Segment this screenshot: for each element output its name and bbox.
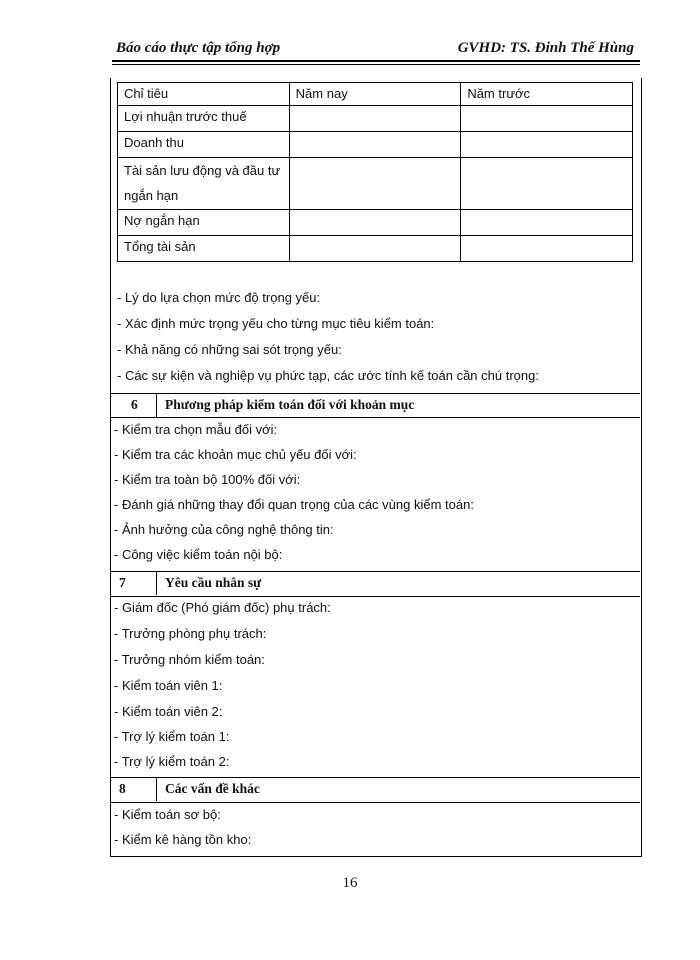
row-label: Tài sản lưu động và đầu tư ngắn hạn	[118, 158, 290, 210]
materiality-item: - Khả năng có những sai sót trọng yếu:	[117, 342, 342, 357]
list-item: - Kiểm tra chọn mẫu đối với:	[114, 422, 278, 437]
section-title: Các vấn đề khác	[165, 781, 260, 796]
last-year-cell	[461, 158, 633, 210]
table-row	[118, 210, 633, 236]
divider	[111, 596, 640, 597]
list-item: - Kiểm toán sơ bộ:	[114, 807, 221, 822]
report-title: Báo cáo thực tập tổng hợp	[116, 40, 281, 56]
divider	[111, 802, 640, 803]
section-7-header	[111, 572, 640, 595]
header-this-year: Năm nay	[289, 83, 461, 106]
table-row	[118, 106, 633, 132]
page-header	[112, 38, 638, 58]
section-6-header	[111, 394, 640, 417]
list-item: - Đánh giá những thay đổi quan trọng của các vùng kiểm toán:	[114, 497, 474, 512]
section-number: 6	[131, 397, 138, 412]
list-item: - Trưởng phòng phụ trách:	[114, 626, 267, 641]
last-year-cell	[461, 132, 633, 158]
this-year-cell	[289, 236, 461, 262]
list-item: - Kiểm tra các khoản mục chủ yếu đối với:	[114, 447, 357, 462]
list-item: - Trưởng nhóm kiểm toán:	[114, 652, 265, 667]
row-label: Lợi nhuận trước thuế	[118, 106, 290, 132]
materiality-item: - Xác định mức trọng yếu cho từng mục tiêu kiểm toán:	[117, 316, 435, 331]
header-last-year: Năm trước	[461, 83, 633, 106]
list-item: - Giám đốc (Phó giám đốc) phụ trách:	[114, 600, 331, 615]
table-row	[118, 158, 633, 210]
row-label: Tổng tài sản	[118, 236, 290, 262]
header-rule-thin	[112, 64, 640, 65]
last-year-cell	[461, 236, 633, 262]
list-item: - Trợ lý kiểm toán 2:	[114, 754, 230, 769]
list-item: - Công việc kiểm toán nội bộ:	[114, 547, 283, 562]
this-year-cell	[289, 210, 461, 236]
section-title: Yêu cầu nhân sự	[165, 575, 262, 590]
section-title: Phương pháp kiểm toán đối với khoản mục	[165, 397, 415, 412]
financial-indicators-table	[117, 82, 633, 262]
this-year-cell	[289, 106, 461, 132]
section-number: 7	[119, 575, 126, 590]
materiality-item: - Các sự kiện và nghiệp vụ phức tạp, các ước tính kế toán cần chú trọng:	[117, 368, 539, 383]
section-8-header	[111, 778, 640, 801]
row-label: Doanh thu	[118, 132, 290, 158]
materiality-item: - Lý do lựa chọn mức độ trọng yếu:	[117, 290, 321, 305]
supervisor-label: GVHD: TS. Đinh Thế Hùng	[457, 40, 634, 56]
column-separator	[156, 394, 157, 417]
this-year-cell	[289, 158, 461, 210]
this-year-cell	[289, 132, 461, 158]
table-row	[118, 236, 633, 262]
section-number: 8	[119, 781, 126, 796]
column-separator	[156, 572, 157, 595]
list-item: - Trợ lý kiểm toán 1:	[114, 729, 230, 744]
list-item: - Ảnh hưởng của công nghệ thông tin:	[114, 522, 334, 537]
header-indicator: Chỉ tiêu	[118, 83, 290, 106]
last-year-cell	[461, 106, 633, 132]
divider	[111, 417, 640, 418]
list-item: - Kiểm kê hàng tồn kho:	[114, 832, 252, 847]
last-year-cell	[461, 210, 633, 236]
page-number: 16	[342, 875, 358, 891]
header-rule-thick	[112, 60, 640, 62]
list-item: - Kiểm tra toàn bộ 100% đối với:	[114, 472, 301, 487]
table-header-row	[118, 83, 633, 106]
list-item: - Kiểm toán viên 1:	[114, 678, 223, 693]
table-row	[118, 132, 633, 158]
row-label: Nợ ngắn hạn	[118, 210, 290, 236]
list-item: - Kiểm toán viên 2:	[114, 704, 223, 719]
column-separator	[156, 778, 157, 801]
